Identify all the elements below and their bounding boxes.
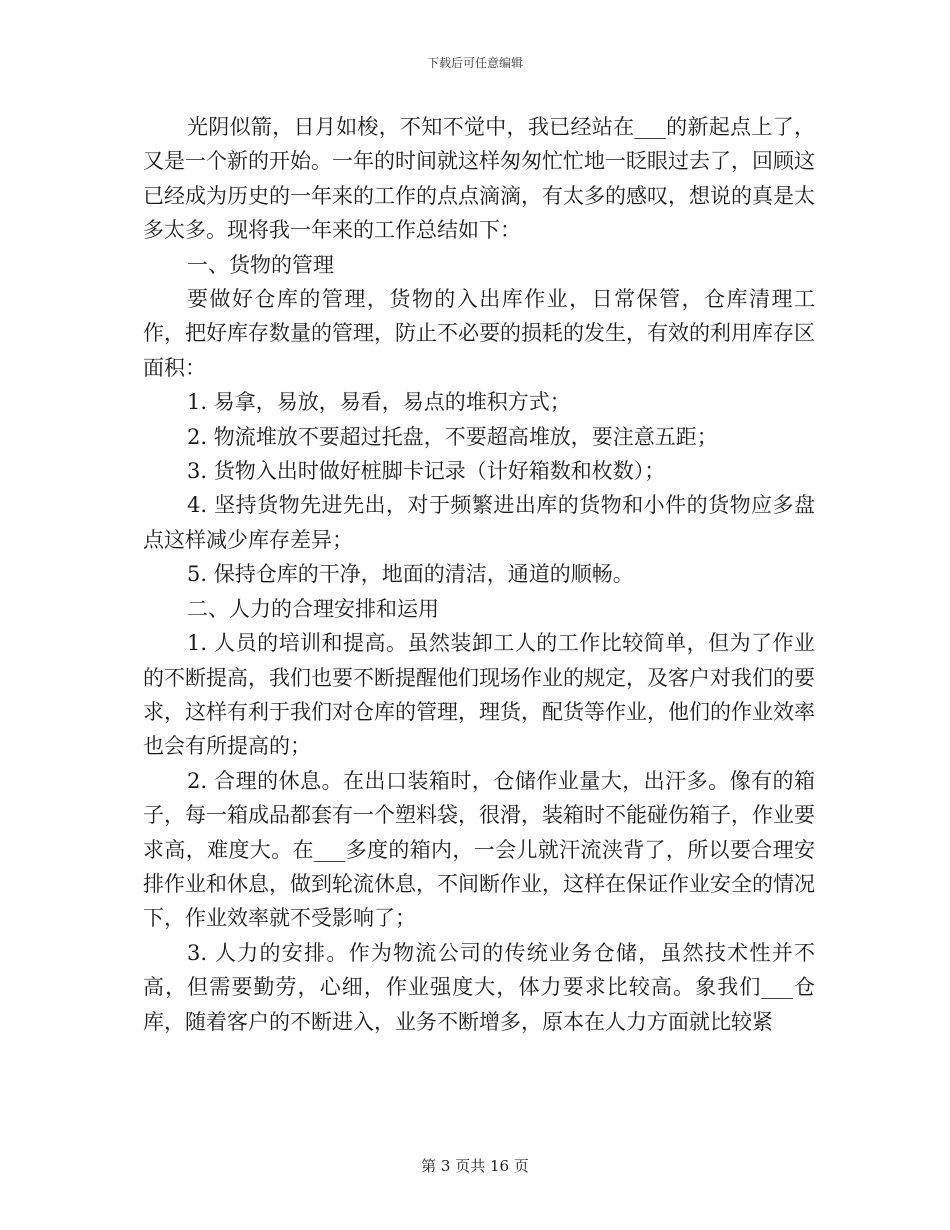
list-item-goods-1: 1. 易拿，易放，易看，易点的堆积方式； <box>187 390 571 415</box>
list-item-goods-5: 5. 保持仓库的干净，地面的清洁，通道的顺畅。 <box>187 562 634 587</box>
page-footer: 第 3 页共 16 页 <box>421 1157 529 1175</box>
page-header: 下载后可任意编辑 <box>426 56 523 70</box>
paragraph-intro: 光阴似箭，日月如梭，不知不觉中，我已经站在___的新起点上了，又是一个新的开始。一年的时间就这样匆匆忙忙地一眨眼过去了，回顾这已经成为历史的一年来的工作的点点滴滴，有太多的感叹，想说的真是太多太多。现将我一年来的工作总结如下： <box>143 115 815 243</box>
section-heading-goods: 一、货物的管理 <box>187 252 334 277</box>
list-item-staff-1: 1. 人员的培训和提高。虽然装卸工人的工作比较简单，但为了作业的不断提高，我们也要不断提醒他们现场作业的规定，及客户对我们的要求，这样有利于我们对仓库的管理，理货，配货等作业，他们的作业效率也会有所提高的； <box>143 631 815 759</box>
list-item-staff-2: 2. 合理的休息。在出口装箱时，仓储作业量大，出汗多。像有的箱子，每一箱成品都套有一个塑料袋，很滑，装箱时不能碰伤箱子，作业要求高，难度大。在___多度的箱内，一会儿就汗流浃背了，所以要合理安排作业和休息，做到轮流休息，不间断作业，这样在保证作业安全的情况下，作业效率就不受影响了； <box>143 768 815 931</box>
section-heading-staff: 二、人力的合理安排和运用 <box>187 596 439 621</box>
document-body <box>143 110 815 1039</box>
list-item-goods-4: 4. 坚持货物先进先出，对于频繁进出库的货物和小件的货物应多盘点这样减少库存差异； <box>143 493 815 552</box>
list-item-goods-3: 3. 货物入出时做好桩脚卡记录（计好箱数和枚数）； <box>187 459 666 484</box>
paragraph-goods: 要做好仓库的管理，货物的入出库作业，日常保管，仓库清理工作，把好库存数量的管理，防止不必要的损耗的发生，有效的利用库存区面积： <box>143 287 815 380</box>
list-item-goods-2: 2. 物流堆放不要超过托盘，不要超高堆放，要注意五距； <box>187 424 718 449</box>
list-item-staff-3: 3. 人力的安排。作为物流公司的传统业务仓储，虽然技术性并不高，但需要勤劳，心细，作业强度大，体力要求比较高。象我们___仓库，随着客户的不断进入，业务不断增多，原本在人力方面就比较紧 <box>143 940 815 1034</box>
